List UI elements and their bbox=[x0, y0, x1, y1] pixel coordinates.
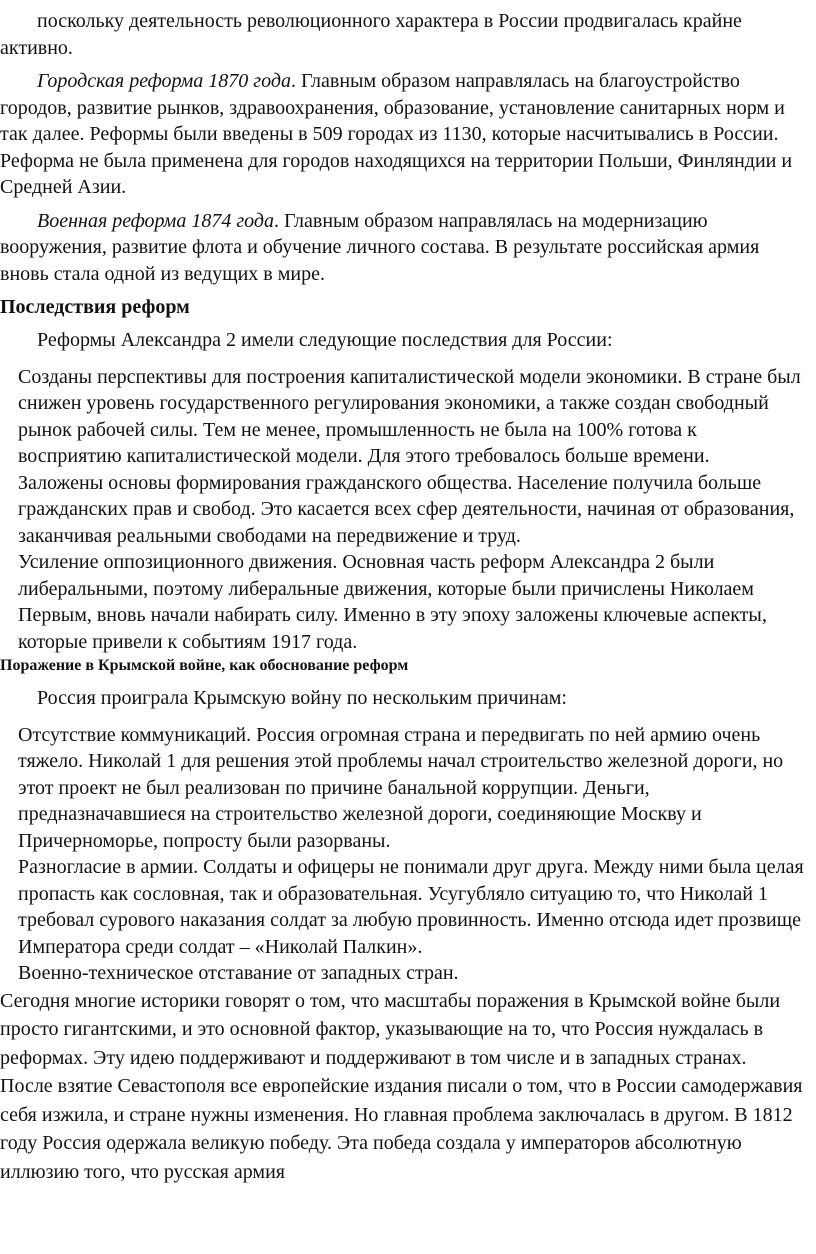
military-reform-text: . Главным образом направлялась на модернизацию вооружения, развитие флота и обучение личного состава. В результате российская армия вновь стала одной из ведущих в мире. bbox=[0, 209, 760, 285]
military-reform-title: Военная реформа 1874 года bbox=[37, 209, 274, 232]
list-item: Военно-техническое отставание от западных стран. bbox=[18, 962, 459, 984]
list-item: Созданы перспективы для построения капиталистической модели экономики. В стране был снижен уровень государственного регулирования экономики, а также создан свободный рынок рабочей силы. Тем не менее, промышленность не была на 100% готова к восприятию капиталистической модели. Для этого требовалось больше времени. bbox=[18, 365, 801, 467]
paragraph-military-reform bbox=[0, 208, 804, 288]
city-reform-text: . Главным образом направлялась на благоустройство городов, развитие рынков, здравоохранения, образование, установление санитарных норм и так далее. Реформы были введены в 509 городах из 1130, которые насчитывались в России. Реформа не была применена для городов находящихся на территории Польши, Финляндии и Средней Азии. bbox=[0, 70, 793, 198]
list-item: Разногласие в армии. Солдаты и офицеры не понимали друг друга. Между ними была целая пропасть как сословная, так и образовательная. Усугубляло ситуацию то, что Николай 1 требовал сурового наказания солдат за любую провинность. Именно отсюда идет прозвище Императора среди солдат – «Николай Палкин». bbox=[18, 856, 804, 958]
consequences-intro: Реформы Александра 2 имели следующие последствия для России: bbox=[37, 329, 613, 351]
city-reform-title: Городская реформа 1870 года bbox=[37, 70, 291, 92]
list-item: Отсутствие коммуникаций. Россия огромная страна и передвигать по ней армию очень тяжело. Николай 1 для решения этой проблемы начал строительство железной дороги, но этот проект не был реализован по причине банальной коррупции. Деньги, предназначавшиеся на строительство железной дороги, соединяющие Москву и Причерноморье, попросту были разорваны. bbox=[18, 723, 784, 852]
consequences-heading: Последствия реформ bbox=[0, 296, 190, 318]
paragraph-revolutionary: поскольку деятельность революционного характера в России продвигалась крайне активно. bbox=[0, 10, 742, 59]
crimean-intro: Россия проиграла Крымскую войну по нескольким причинам: bbox=[37, 687, 567, 709]
crimean-reasons-list bbox=[0, 722, 804, 987]
consequences-list bbox=[0, 364, 804, 656]
list-item: Усиление оппозиционного движения. Основная часть реформ Александра 2 были либеральными, поэтому либеральные движения, которые были причислены Николаем Первым, вновь начали набирать силу. Именно в эту эпоху заложены ключевые аспекты, которые привели к событиям 1917 года. bbox=[18, 551, 767, 653]
crimean-closing-paragraph: Сегодня многие историки говорят о том, что масштабы поражения в Крымской войне были просто гигантскими, и это основной фактор, указывающие на то, что Россия нуждалась в реформах. Эту идею поддерживают и поддерживают в том числе и в западных странах. После взятие Севастополя все европейские издания писали о том, что в России самодержавия себя изжила, и стране нужны изменения. Но главная проблема заключалась в другом. В 1812 году Россия одержала великую победу. Эта победа создала у императоров абсолютную иллюзию того, что русская армия bbox=[0, 989, 803, 1183]
paragraph-city-reform bbox=[0, 68, 804, 201]
crimean-heading: Поражение в Крымской войне, как обоснование реформ bbox=[0, 657, 409, 674]
list-item: Заложены основы формирования гражданского общества. Население получила больше гражданских прав и свобод. Это касается всех сфер деятельности, начиная от образования, заканчивая реальными свободами на передвижение и труд. bbox=[18, 471, 795, 547]
